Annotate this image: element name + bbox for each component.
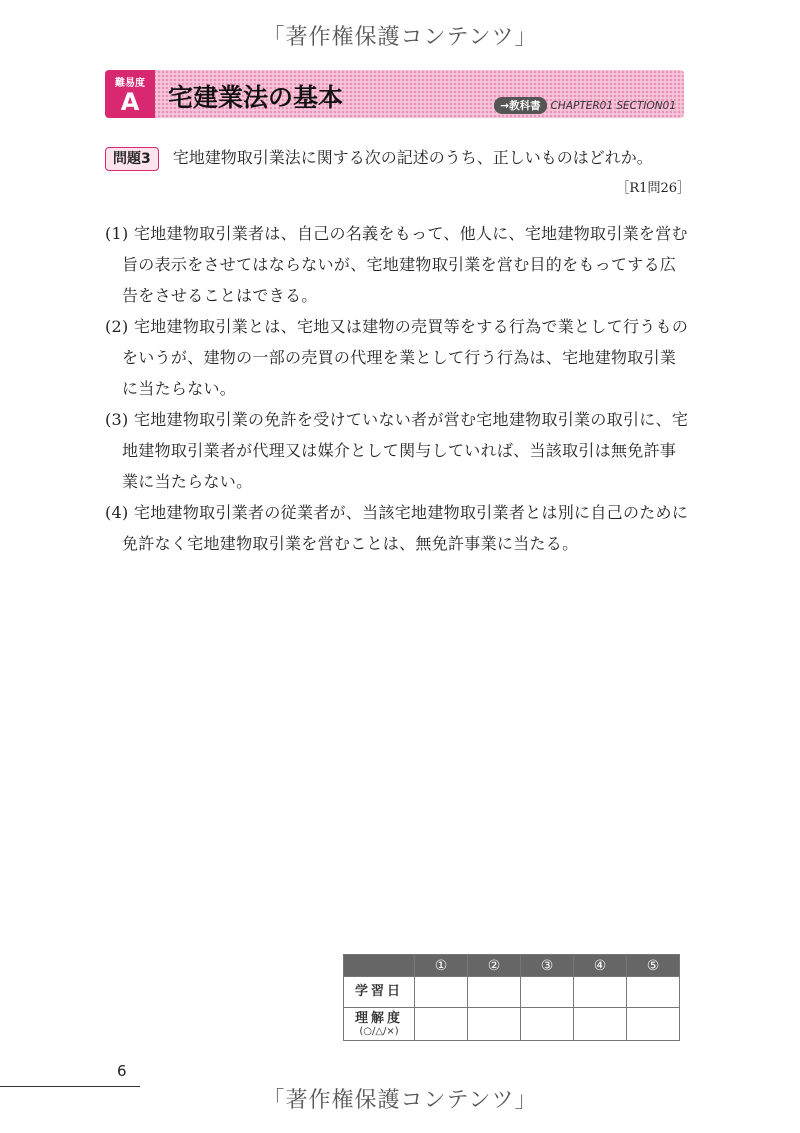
column-header: ⑤	[627, 955, 680, 977]
choice-list	[105, 218, 690, 559]
difficulty-level: A	[120, 88, 140, 116]
section-title: 宅建業法の基本	[168, 83, 344, 112]
column-header: ①	[415, 955, 468, 977]
understanding-cell[interactable]	[415, 1008, 468, 1041]
difficulty-badge	[105, 70, 155, 118]
study-date-label: 学習日	[344, 977, 415, 1008]
study-date-cell[interactable]	[574, 977, 627, 1008]
difficulty-label: 難易度	[115, 78, 145, 89]
understanding-cell[interactable]	[521, 1008, 574, 1041]
understanding-scale: (○/△/×)	[359, 1025, 399, 1037]
column-header: ④	[574, 955, 627, 977]
textbook-chapter: CHAPTER01 SECTION01	[550, 99, 676, 112]
section-header	[105, 70, 684, 118]
study-date-cell[interactable]	[627, 977, 680, 1008]
choice-1: (1) 宅地建物取引業者は、自己の名義をもって、他人に、宅地建物取引業を営む旨の表示をさせてはならないが、宅地建物取引業を営む目的をもってする広告をさせることはできる。	[105, 224, 688, 305]
understanding-cell[interactable]	[574, 1008, 627, 1041]
study-progress-table	[343, 954, 680, 1041]
textbook-reference	[494, 97, 676, 114]
study-date-cell[interactable]	[521, 977, 574, 1008]
textbook-tag: →教科書	[494, 97, 546, 114]
question-label: 問題3	[105, 147, 159, 171]
study-date-cell[interactable]	[468, 977, 521, 1008]
watermark-bottom: 「著作権保護コンテンツ」	[262, 1088, 538, 1113]
understanding-cell[interactable]	[468, 1008, 521, 1041]
understanding-cell[interactable]	[627, 1008, 680, 1041]
column-header: ③	[521, 955, 574, 977]
column-header: ②	[468, 955, 521, 977]
question-stem	[105, 143, 690, 173]
page-number: 6	[117, 1062, 127, 1080]
understanding-label: 理解度 (○/△/×)	[344, 1008, 415, 1041]
table-corner	[344, 955, 415, 977]
watermark-top: 「著作権保護コンテンツ」	[262, 25, 538, 50]
choice-4: (4) 宅地建物取引業者の従業者が、当該宅地建物取引業者とは別に自己のために免許なく宅地建物取引業を営むことは、無免許事業に当たる。	[105, 503, 689, 553]
choice-2: (2) 宅地建物取引業とは、宅地又は建物の売買等をする行為で業として行うものをいうが、建物の一部の売買の代理を業として行う行為は、宅地建物取引業に当たらない。	[105, 317, 689, 398]
question-source: ［R1問26］	[616, 181, 690, 196]
choice-3: (3) 宅地建物取引業の免許を受けていない者が営む宅地建物取引業の取引に、宅地建物取引業者が代理又は媒介として関与していれば、当該取引は無免許事業に当たらない。	[105, 410, 689, 491]
question-text: 宅地建物取引業法に関する次の記述のうち、正しいものはどれか。	[172, 148, 653, 167]
study-date-cell[interactable]	[415, 977, 468, 1008]
